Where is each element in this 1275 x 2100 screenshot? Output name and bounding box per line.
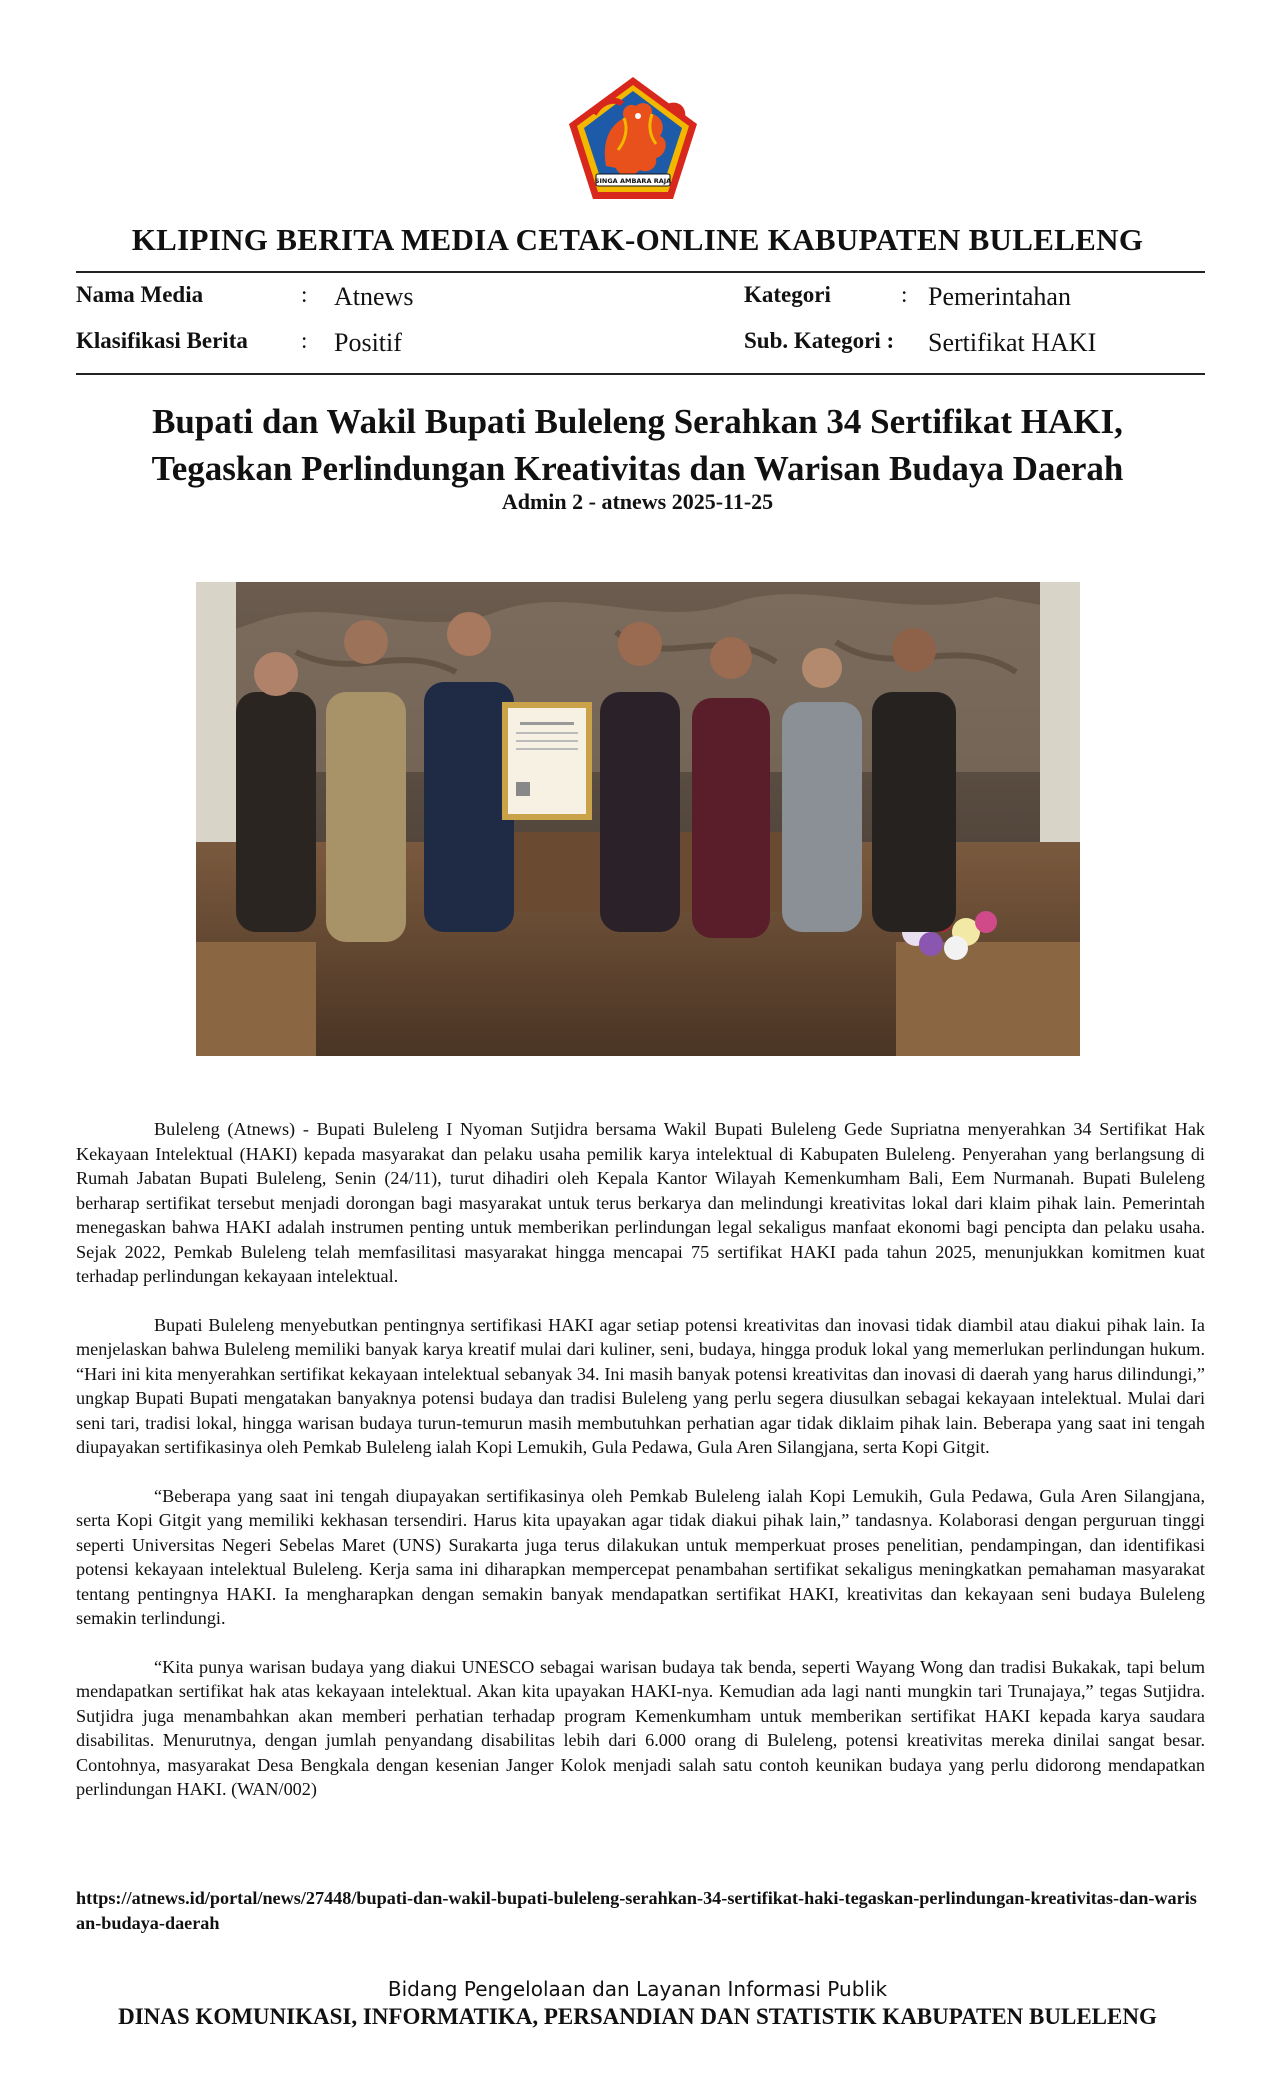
article-byline: Admin 2 - atnews 2025-11-25 (501, 489, 774, 514)
nama-media-colon: : (301, 282, 308, 307)
sub-kategori-label: Sub. Kategori : (744, 328, 895, 353)
header-top-divider (76, 271, 1205, 273)
nama-media-label: Nama Media (76, 282, 204, 307)
article-paragraph-2: Bupati Buleleng menyebutkan pentingnya sertifikasi HAKI agar setiap potensi kreativitas dan inovasi tidak diambil atau diakui pihak lain. Ia menjelaskan bahwa Buleleng memiliki banyak karya kreatif mulai dari kuliner, seni, budaya, hingga produk lokal yang memerlukan perlindungan hukum. “Hari ini kita menyerahkan sertifikat kekayaan intelektual sebanyak 34. Ini masih banyak potensi kreativitas dan inovasi di daerah yang harus dilindungi,” ungkap Bupati Bupati mengatakan banyaknya potensi budaya dan tradisi Buleleng yang perlu segera diusulkan sebagai kekayaan intelektual. Mulai dari seni tari, tradisi lokal, hingga warisan budaya turun-temurun masih membutuhkan perhatian agar tidak diklaim pihak lain. Beberapa yang saat ini tengah diupayakan sertifikasinya oleh Pemkab Buleleng ialah Kopi Lemukih, Gula Pedawa, Gula Aren Silangjana, serta Kopi Gitgit. (76, 1314, 1205, 1457)
haki-certificate (502, 702, 592, 820)
footer-unit-name: Bidang Pengelolaan dan Layanan Informasi Publik (387, 1977, 888, 2001)
buleleng-regency-logo (566, 74, 700, 202)
kategori-colon: : (901, 282, 908, 307)
article-photo (196, 582, 1080, 1056)
headline-line-2: Tegaskan Perlindungan Kreativitas dan Warisan Budaya Daerah (151, 449, 1124, 488)
article-body (76, 1117, 1205, 1826)
nama-media-value: Atnews (334, 282, 414, 311)
kliping-header-title: KLIPING BERITA MEDIA CETAK-ONLINE KABUPATEN BULELENG (131, 222, 1144, 257)
klasifikasi-berita-colon: : (301, 328, 308, 353)
footer-agency-name: DINAS KOMUNIKASI, INFORMATIKA, PERSANDIAN DAN STATISTIK KABUPATEN BULELENG (118, 2004, 1157, 2029)
klasifikasi-berita-value: Positif (334, 328, 402, 357)
logo-motto: SINGA AMBARA RAJA (594, 177, 672, 185)
sub-kategori-value: Sertifikat HAKI (928, 328, 1097, 357)
singa-ambara-raja-emblem-icon (566, 74, 700, 202)
headline-line-1: Bupati dan Wakil Bupati Buleleng Serahkan 34 Sertifikat HAKI, (152, 402, 1123, 441)
article-paragraph-4: “Kita punya warisan budaya yang diakui UNESCO sebagai warisan budaya tak benda, seperti Wayang Wong dan tradisi Bukakak, tapi belum mendapatkan sertifikat hak atas kekayaan intelektual. Akan kita upayakan HAKI-nya. Kemudian ada lagi nanti mungkin tari Trunajaya,” tegas Sutjidra. Sutjidra juga menambahkan akan memberi perhatian terhadap program Kemenkumham untuk memberikan sertifikat HAKI kepada karya saudara disabilitas. Menurutnya, dengan jumlah penyandang disabilitas lebih dari 6.000 orang di Buleleng, potensi kreativitas mereka dinilai sangat besar. Contohnya, masyarakat Desa Bengkala dengan kesenian Janger Kolok menjadi salah satu contoh keunikan budaya yang perlu didorong mendapatkan perlindungan HAKI. (WAN/002) (76, 1656, 1205, 1799)
klasifikasi-berita-label: Klasifikasi Berita (76, 328, 248, 353)
kategori-label: Kategori (744, 282, 831, 307)
article-paragraph-1: Buleleng (Atnews) - Bupati Buleleng I Nyoman Sutjidra bersama Wakil Bupati Buleleng Gede Supriatna menyerahkan 34 Sertifikat Hak Kekayaan Intelektual (HAKI) kepada masyarakat dan pelaku usaha pemilik karya intelektual di Kabupaten Buleleng. Penyerahan yang berlangsung di Rumah Jabatan Bupati Buleleng, Senin (24/11), turut dihadiri oleh Kepala Kantor Wilayah Kemenkumham Bali, Eem Nurmanah. Bupati Buleleng berharap sertifikat tersebut menjadi dorongan bagi masyarakat untuk terus berkarya dan melindungi kreativitas lokal dari klaim pihak lain. Pemerintah menegaskan bahwa HAKI adalah instrumen penting untuk memberikan perlindungan legal sekaligus manfaat ekonomi bagi pencipta dan pelaku usaha. Sejak 2022, Pemkab Buleleng telah memfasilitasi masyarakat hingga mencapai 75 sertifikat HAKI pada tahun 2025, menunjukkan komitmen kuat terhadap perlindungan kekayaan intelektual. (76, 1119, 1205, 1286)
article-paragraph-3: “Beberapa yang saat ini tengah diupayakan sertifikasinya oleh Pemkab Buleleng ialah Kopi Lemukih, Gula Pedawa, Gula Aren Silangjana, serta Kopi Gitgit yang memiliki kekhasan tersendiri. Harus kita upayakan agar tidak diakui pihak lain,” tandasnya. Kolaborasi dengan perguruan tinggi seperti Universitas Negeri Sebelas Maret (UNS) Surakarta juga terus dilakukan untuk memperkuat proses penelitian, pendampingan, dan identifikasi potensi kekayaan intelektual Buleleng. Kerja sama ini diharapkan mempercepat penambahan sertifikat sekaligus meningkatkan pemahaman masyarakat tentang pentingnya HAKI. Ia mengharapkan dengan semakin banyak mendapatkan sertifikat HAKI, kreativitas dan kekayaan seni budaya Buleleng semakin terlindungi. (76, 1485, 1205, 1628)
header-bottom-divider (76, 373, 1205, 375)
kategori-value: Pemerintahan (928, 282, 1071, 311)
source-url-link[interactable]: https://atnews.id/portal/news/27448/bupati-dan-wakil-bupati-buleleng-serahkan-34-sertifikat-haki-tegaskan-perlindungan-kreativitas-dan-warisan-budaya-daerah (76, 1888, 1197, 1933)
certificate-handover-photo (196, 582, 1080, 1056)
article-headline (60, 398, 1215, 492)
